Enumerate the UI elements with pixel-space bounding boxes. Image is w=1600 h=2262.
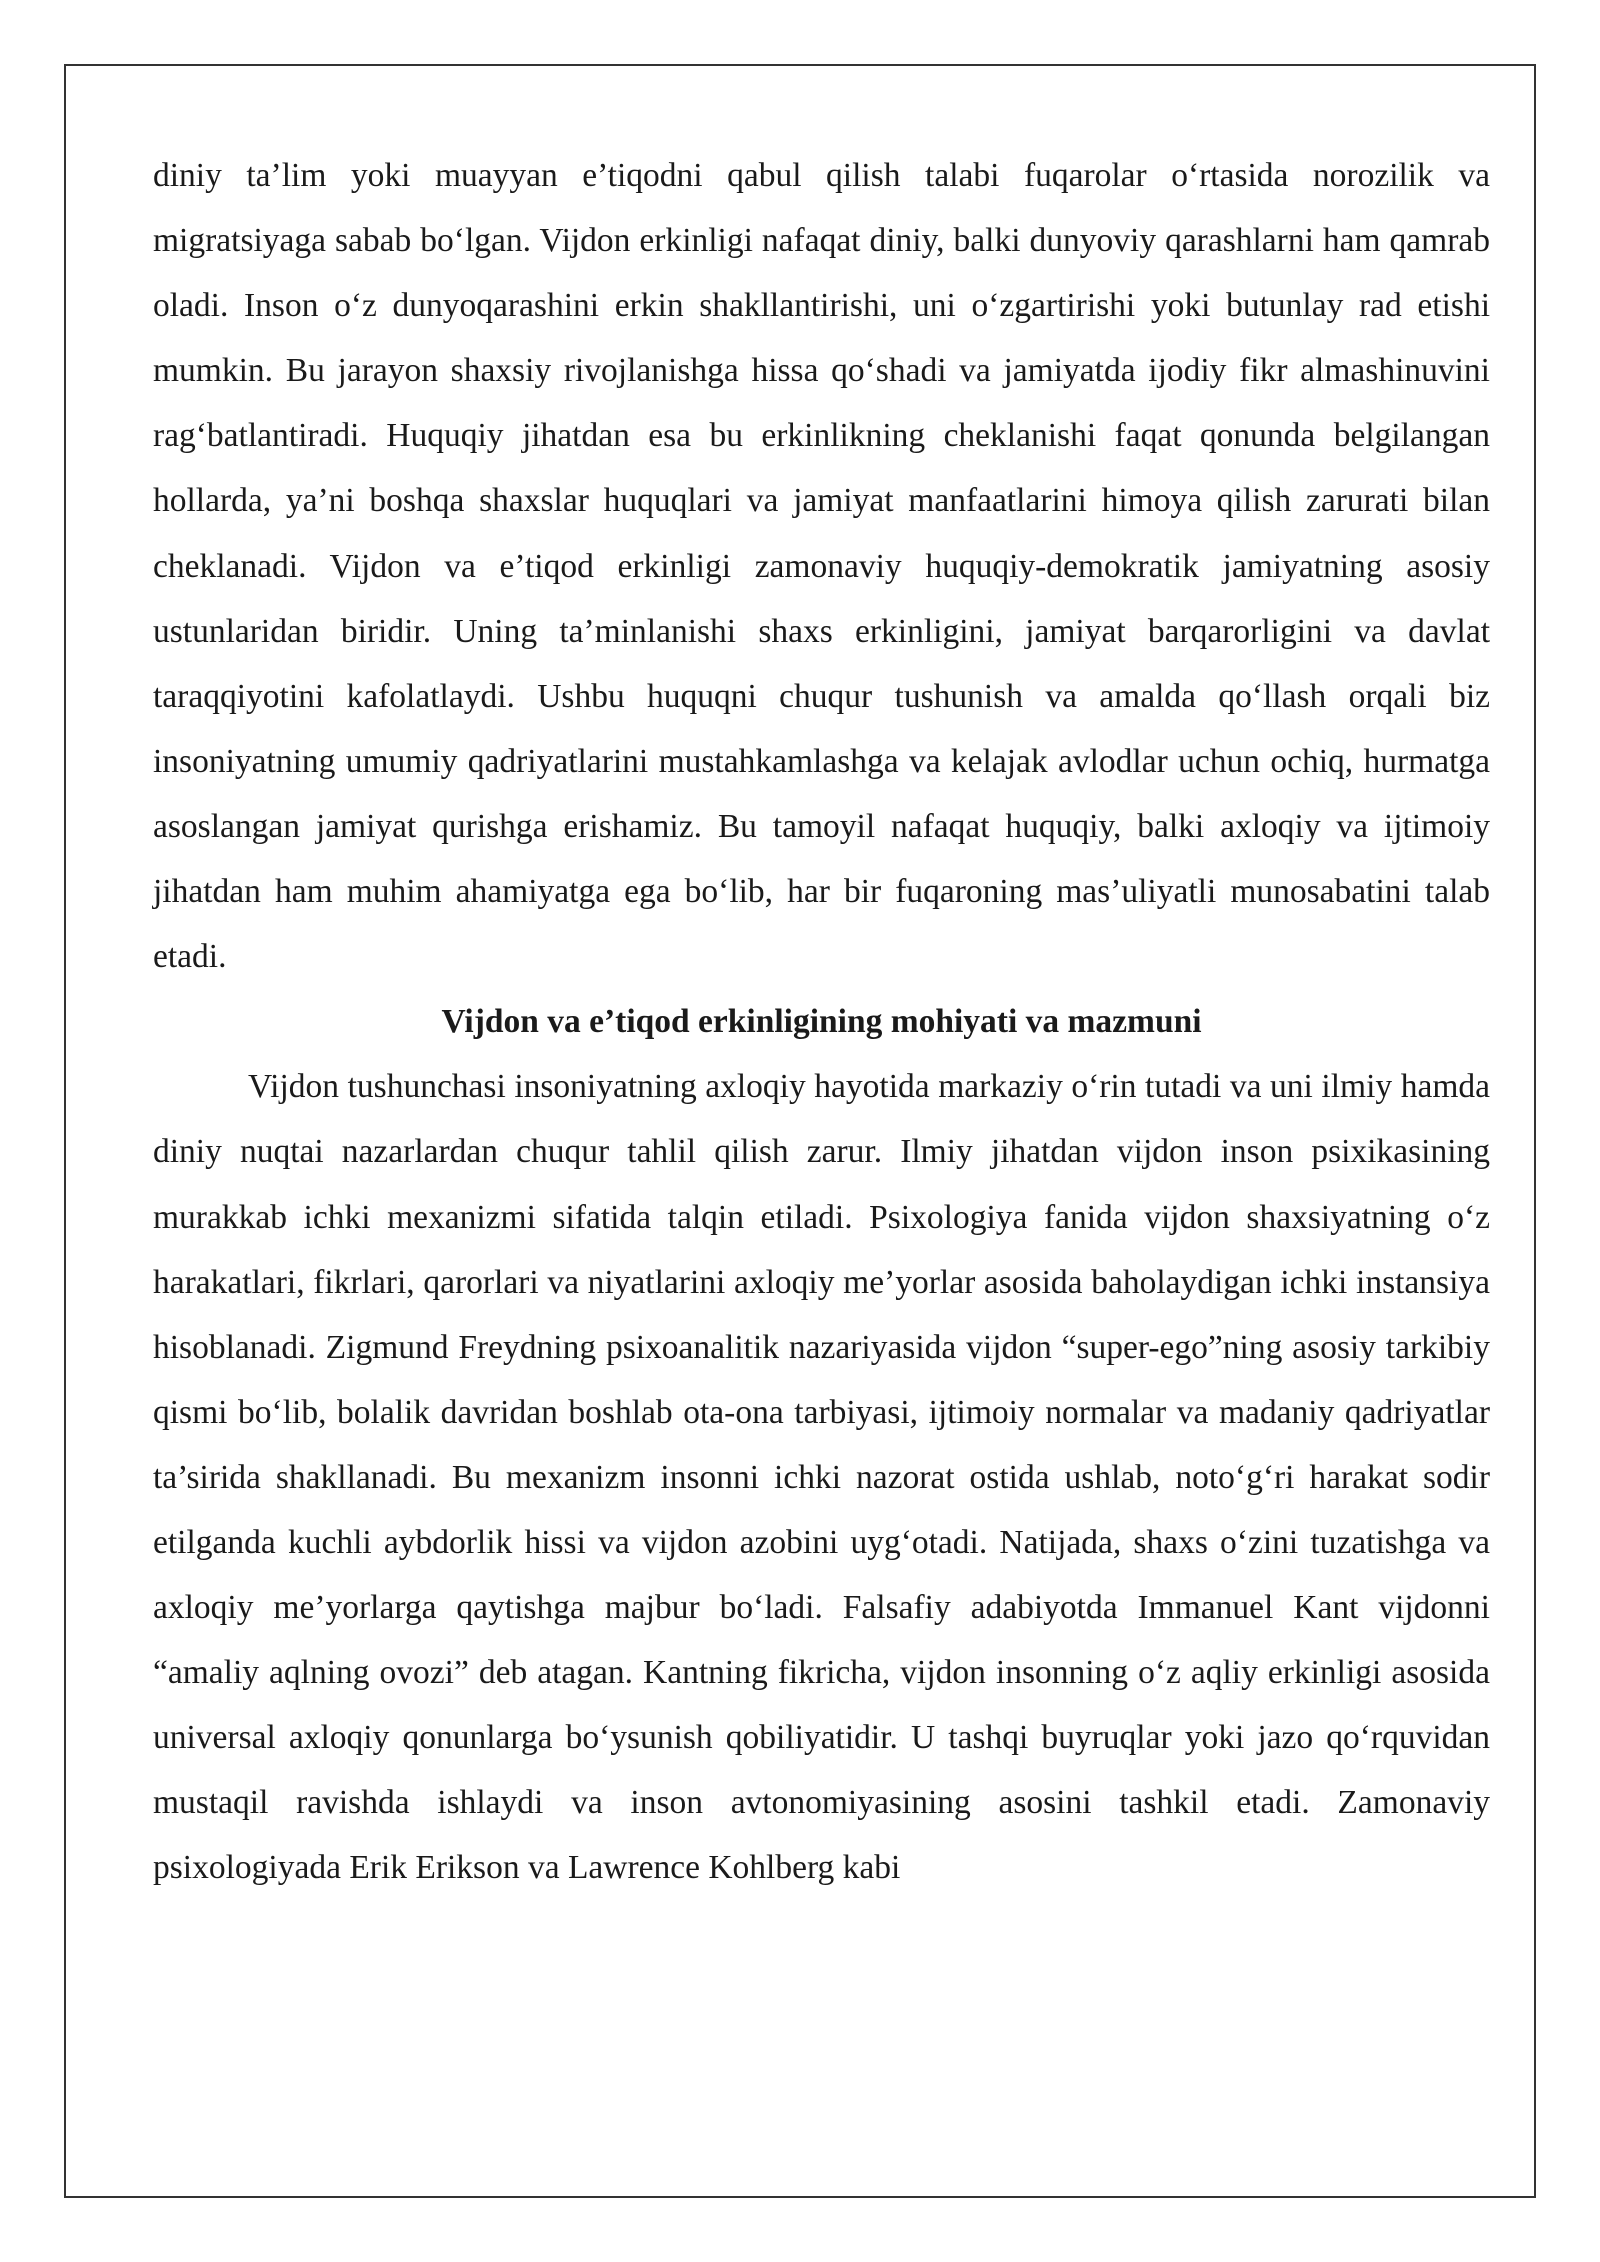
section-heading: Vijdon va e’tiqod erkinligining mohiyati va mazmuni — [441, 1003, 1202, 1041]
body-paragraph: Vijdon tushunchasi insoniyatning axloqiy hayotida markaziy o‘rin tutadi va uni ilmiy hamda diniy nuqtai nazarlardan chuqur tahlil qilish zarur. Ilmiy jihatdan vijdon inson psixikasining murakkab ichki mexanizmi sifatida talqin etiladi. Psixologiya fanida vijdon shaxsiyatning o‘z harakatlari, fikrlari, qarorlari va niyatlarini axloqiy me’yorlar asosida baholaydigan ichki instansiya hisoblanadi. Zigmund Freydning psixoanalitik nazariyasida vijdon “super-ego”ning asosiy tarkibiy qismi bo‘lib, bolalik davridan boshlab ota-ona tarbiyasi, ijtimoiy normalar va madaniy qadriyatlar ta’sirida shakllanadi. Bu mexanizm insonni ichki nazorat ostida ushlab, noto‘g‘ri harakat sodir etilganda kuchli aybdorlik hissi va vijdon azobini uyg‘otadi. Natijada, shaxs o‘zini tuzatishga va axloqiy me’yorlarga qaytishga majbur bo‘ladi. Falsafiy adabiyotda Immanuel Kant vijdonni “amaliy aqlning ovozi” deb atagan. Kantning fikricha, vijdon insonning o‘z aqliy erkinligi asosida universal axloqiy qonunlarga bo‘ysunish qobiliyatidir. U tashqi buyruqlar yoki jazo qo‘rquvidan mustaqil ravishda ishlaydi va inson avtonomiyasining asosini tashkil etadi. Zamonaviy psixologiyada Erik Erikson va Lawrence Kohlberg kabi — [153, 1068, 1490, 1887]
document-body — [153, 143, 1490, 1901]
body-paragraph: diniy ta’lim yoki muayyan e’tiqodni qabul qilish talabi fuqarolar o‘rtasida norozilik va migratsiyaga sabab bo‘lgan. Vijdon erkinligi nafaqat diniy, balki dunyoviy qarashlarni ham qamrab oladi. Inson o‘z dunyoqarashini erkin shakllantirishi, uni o‘zgartirishi yoki butunlay rad etishi mumkin. Bu jarayon shaxsiy rivojlanishga hissa qo‘shadi va jamiyatda ijodiy fikr almashinuvini rag‘batlantiradi. Huquqiy jihatdan esa bu erkinlikning cheklanishi faqat qonunda belgilangan hollarda, ya’ni boshqa shaxslar huquqlari va jamiyat manfaatlarini himoya qilish zarurati bilan cheklanadi. Vijdon va e’tiqod erkinligi zamonaviy huquqiy-demokratik jamiyatning asosiy ustunlaridan biridir. Uning ta’minlanishi shaxs erkinligini, jamiyat barqarorligini va davlat taraqqiyotini kafolatlaydi. Ushbu huquqni chuqur tushunish va amalda qo‘llash orqali biz insoniyatning umumiy qadriyatlarini mustahkamlashga va kelajak avlodlar uchun ochiq, hurmatga asoslangan jamiyat qurishga erishamiz. Bu tamoyil nafaqat huquqiy, balki axloqiy va ijtimoiy jihatdan ham muhim ahamiyatga ega bo‘lib, har bir fuqaroning mas’uliyatli munosabatini talab etadi. — [153, 157, 1490, 976]
